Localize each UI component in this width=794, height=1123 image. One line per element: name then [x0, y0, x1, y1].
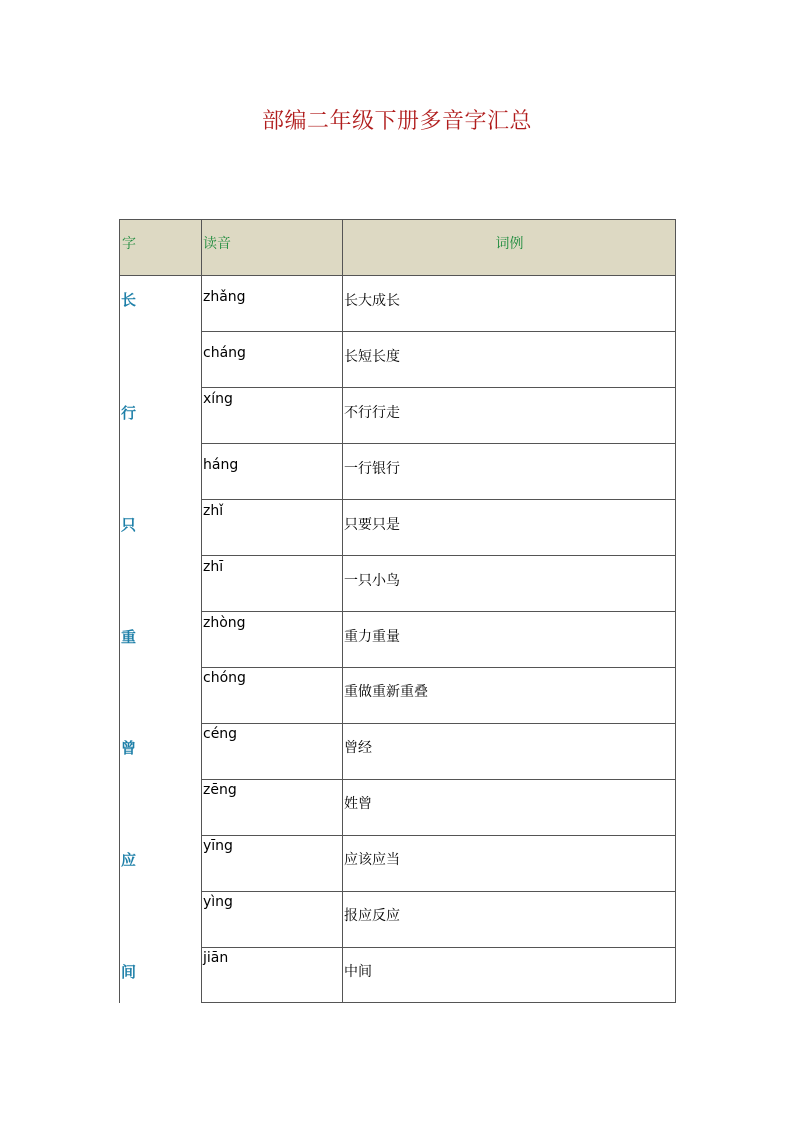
polyphone-table — [119, 219, 676, 1003]
row-divider — [201, 331, 676, 332]
row-divider — [201, 611, 676, 612]
row-reading: céng — [203, 726, 238, 742]
row-examples: 不行行走 — [344, 405, 400, 421]
table-border-bottom — [201, 1002, 676, 1003]
row-reading: zhǎng — [203, 289, 246, 305]
row-reading: jiān — [203, 950, 229, 966]
row-reading: zhòng — [203, 615, 246, 631]
row-divider — [201, 387, 676, 388]
row-reading: cháng — [203, 345, 246, 361]
row-examples: 姓曾 — [344, 796, 372, 812]
row-reading: yīng — [203, 838, 233, 854]
row-examples: 一行银行 — [344, 461, 400, 477]
row-char: 长 — [121, 291, 137, 309]
row-divider — [201, 891, 676, 892]
row-divider — [201, 499, 676, 500]
table-border-left — [119, 219, 120, 1003]
row-char: 曾 — [121, 739, 137, 757]
row-reading: háng — [203, 457, 239, 473]
row-reading: zhī — [203, 559, 224, 575]
row-reading: zēng — [203, 782, 237, 798]
page-title: 部编二年级下册多音字汇总 — [261, 109, 532, 134]
row-char: 行 — [121, 404, 137, 422]
row-divider — [201, 443, 676, 444]
header-divider — [119, 275, 676, 276]
row-reading: xíng — [203, 391, 233, 407]
row-char: 重 — [121, 628, 137, 646]
row-char: 间 — [121, 963, 137, 981]
row-reading: yìng — [203, 894, 233, 910]
row-divider — [201, 667, 676, 668]
row-divider — [201, 779, 676, 780]
row-examples: 长短长度 — [344, 349, 400, 365]
row-char: 只 — [121, 516, 137, 534]
row-divider — [201, 947, 676, 948]
row-examples: 重力重量 — [344, 629, 400, 645]
row-examples: 重做重新重叠 — [344, 684, 428, 700]
row-examples: 只要只是 — [344, 517, 400, 533]
row-divider — [201, 555, 676, 556]
row-examples: 一只小鸟 — [344, 573, 400, 589]
row-reading: zhǐ — [203, 503, 224, 519]
table-border-top — [119, 219, 676, 220]
header-reading: 读音 — [203, 236, 231, 252]
row-char: 应 — [121, 851, 137, 869]
header-char: 字 — [122, 236, 136, 252]
row-examples: 报应反应 — [344, 908, 400, 924]
row-divider — [201, 835, 676, 836]
header-examples: 词例 — [495, 236, 524, 252]
row-divider — [201, 723, 676, 724]
row-examples: 曾经 — [344, 740, 372, 756]
row-reading: chóng — [203, 670, 246, 686]
row-examples: 应该应当 — [344, 852, 400, 868]
row-examples: 中间 — [344, 964, 372, 980]
row-examples: 长大成长 — [344, 293, 400, 309]
